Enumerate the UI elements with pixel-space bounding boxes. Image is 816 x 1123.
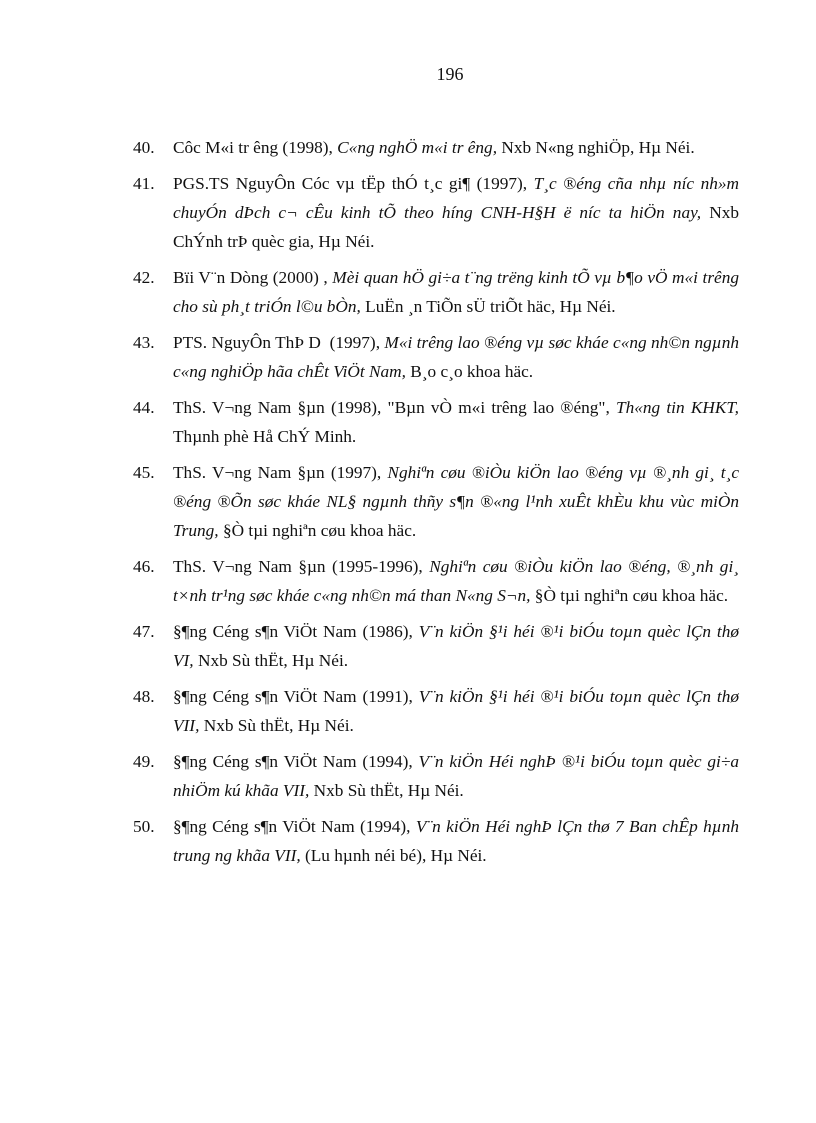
reference-author: PGS.TS NguyÔn Cóc vµ tËp thÓ t¸c gi¶ (1997), <box>173 174 534 193</box>
reference-title: V¨n kiÖn §¹i héi ®¹i biÓu toµn quèc lÇn thø VI, <box>173 622 739 670</box>
reference-publisher: §Ò tµi nghiªn cøu khoa häc. <box>530 586 729 605</box>
reference-title: M«i trêng lao ®éng vµ søc kháe c«ng nh©n ngµnh c«ng nghiÖp hãa chÊt ViÖt Nam, <box>173 333 739 381</box>
reference-title: Nghiªn cøu ®iÒu kiÖn lao ®éng vµ ®¸nh gi¸ t¸c ®éng ®Õn søc kháe NL§ ngµnh thñy s¶n ®«ng l¹nh xuÊt khÈu khu vùc miÒn Trung, <box>173 463 739 540</box>
reference-title: C«ng nghÖ m«i tr êng, <box>337 138 498 157</box>
reference-publisher: Nxb Sù thËt, Hµ Néi. <box>199 716 354 735</box>
reference-number: 47. <box>133 622 155 641</box>
reference-number: 41. <box>133 174 155 193</box>
reference-item <box>133 682 739 740</box>
reference-item <box>133 617 739 675</box>
reference-author: PTS. NguyÔn ThÞ D (1997), <box>173 333 385 352</box>
reference-item <box>133 812 739 870</box>
reference-number: 46. <box>133 557 155 576</box>
reference-title: Th«ng tin KHKT, <box>616 398 739 417</box>
reference-publisher: §Ò tµi nghiªn cøu khoa häc. <box>218 521 417 540</box>
reference-author: Côc M«i tr êng (1998), <box>173 138 338 157</box>
reference-publisher: B¸o c¸o khoa häc. <box>405 362 534 381</box>
reference-publisher: Nxb Sù thËt, Hµ Néi. <box>309 781 464 800</box>
reference-title: V¨n kiÖn §¹i héi ®¹i biÓu toµn quèc lÇn thø VII, <box>173 687 739 735</box>
reference-title: Mèi quan hÖ gi÷a t¨ng trëng kinh tÕ vµ b¶o vÖ m«i trêng cho sù ph¸t triÓn l©u bÒn, <box>173 268 739 316</box>
reference-number: 48. <box>133 687 155 706</box>
reference-author: §¶ng Céng s¶n ViÖt Nam (1994), <box>173 817 416 836</box>
reference-publisher: Nxb Sù thËt, Hµ Néi. <box>193 651 349 670</box>
reference-author: §¶ng Céng s¶n ViÖt Nam (1986), <box>173 622 419 641</box>
reference-number: 49. <box>133 752 155 771</box>
reference-publisher: LuËn ¸n TiÕn sÜ triÕt häc, Hµ Néi. <box>360 297 616 316</box>
reference-title: T¸c ®éng cña nhµ níc nh»m chuyÓn dÞch c¬ cÊu kinh tÕ theo híng CNH-H§H ë níc ta hiÖn nay, <box>173 174 739 222</box>
reference-number: 50. <box>133 817 155 836</box>
reference-number: 45. <box>133 463 155 482</box>
reference-item <box>133 133 739 162</box>
reference-number: 42. <box>133 268 155 287</box>
reference-item <box>133 328 739 386</box>
reference-author: ThS. V¬ng Nam §µn (1998), "Bµn vÒ m«i trêng lao ®éng", <box>173 398 616 417</box>
reference-author: ThS. V¬ng Nam §µn (1995-1996), <box>173 557 430 576</box>
reference-item <box>133 747 739 805</box>
reference-title: V¨n kiÖn Héi nghÞ lÇn thø 7 Ban chÊp hµnh trung ng khãa VII, <box>173 817 740 865</box>
reference-item <box>133 393 739 451</box>
reference-item <box>133 458 739 545</box>
reference-number: 44. <box>133 398 155 417</box>
reference-number: 40. <box>133 138 155 157</box>
reference-publisher: Nxb ChÝnh trÞ quèc gia, Hµ Néi. <box>173 203 739 251</box>
reference-author: Bïi V¨n Dòng (2000) , <box>173 268 333 287</box>
reference-item <box>133 552 739 610</box>
reference-author: §¶ng Céng s¶n ViÖt Nam (1991), <box>173 687 419 706</box>
reference-publisher: Thµnh phè Hå ChÝ Minh. <box>173 427 357 446</box>
reference-list <box>133 133 739 877</box>
reference-publisher: (Lu hµnh néi bé), Hµ Néi. <box>300 846 487 865</box>
reference-number: 43. <box>133 333 155 352</box>
reference-author: ThS. V¬ng Nam §µn (1997), <box>173 463 388 482</box>
reference-publisher: Nxb N«ng nghiÖp, Hµ Néi. <box>497 138 695 157</box>
reference-title: Nghiªn cøu ®iÒu kiÖn lao ®éng, ®¸nh gi¸ t×nh tr¹ng søc kháe c«ng nh©n má than N«ng S¬n, <box>173 557 740 605</box>
reference-item <box>133 263 739 321</box>
page-number: 196 <box>436 64 464 84</box>
reference-item <box>133 169 739 256</box>
reference-title: V¨n kiÖn Héi nghÞ ®¹i biÓu toµn quèc gi÷a nhiÖm kú khãa VII, <box>173 752 739 800</box>
reference-author: §¶ng Céng s¶n ViÖt Nam (1994), <box>173 752 419 771</box>
